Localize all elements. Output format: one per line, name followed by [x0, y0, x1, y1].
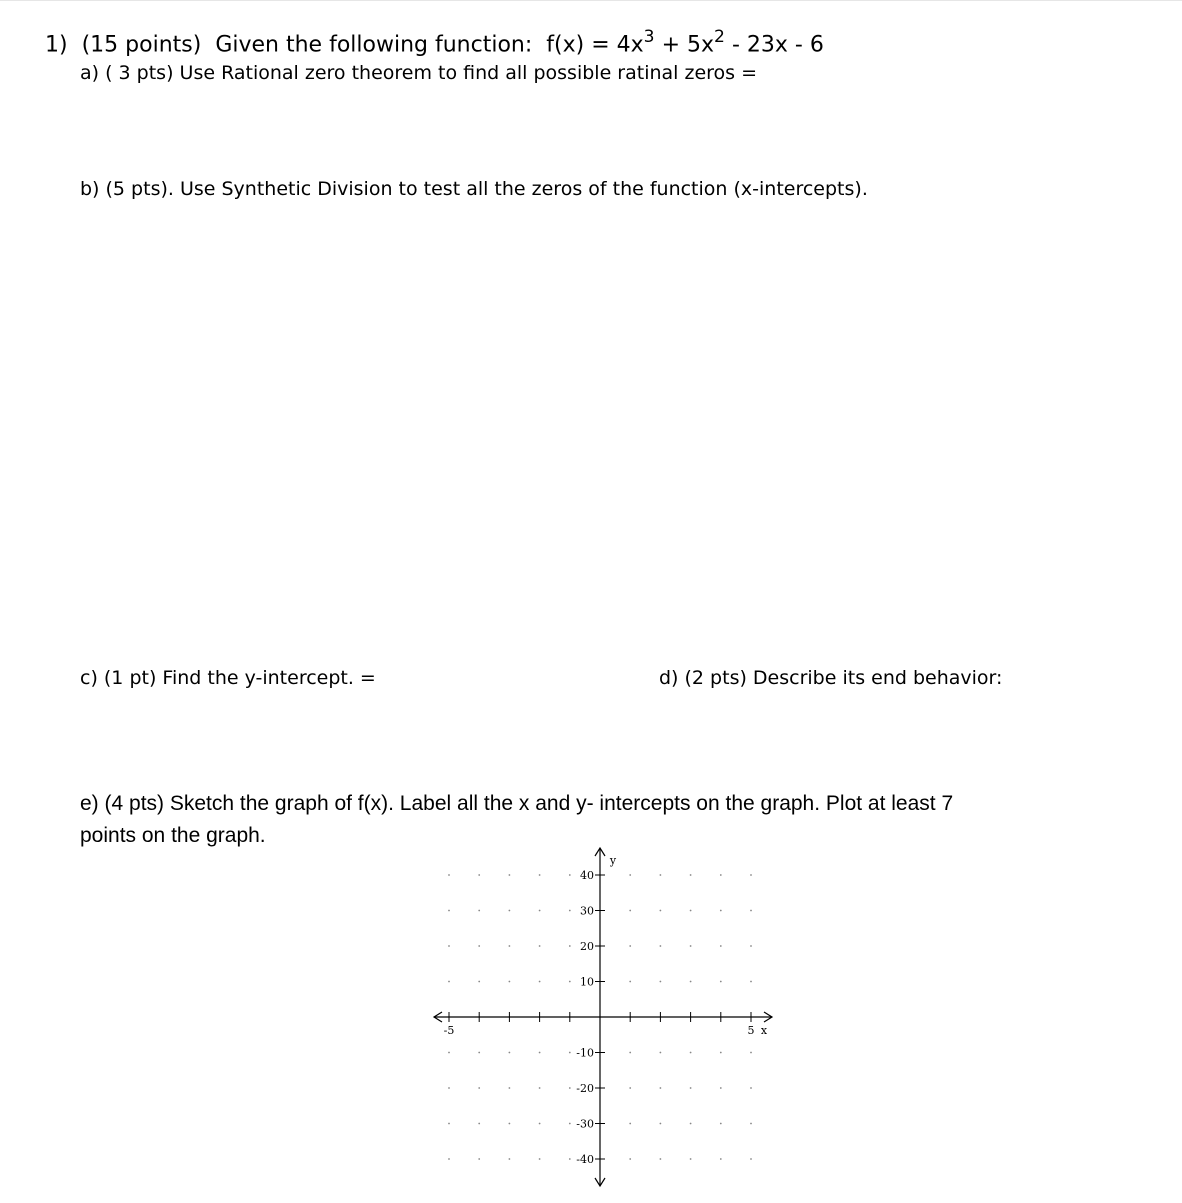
y-axis-label: y — [609, 854, 617, 867]
question-number: 1) — [45, 32, 68, 58]
y-tick-label: 40 — [580, 869, 594, 882]
grid-dot — [720, 1052, 722, 1054]
grid-dot — [539, 1158, 541, 1160]
grid-dot — [478, 874, 480, 876]
grid-dot — [660, 1158, 662, 1160]
grid-dot — [690, 1052, 692, 1054]
part-e-line2: points on the graph. — [80, 824, 266, 847]
grid-dot — [629, 945, 631, 947]
function-term1: 4x — [616, 32, 644, 58]
grid-dot — [539, 1087, 541, 1089]
grid-dot — [660, 945, 662, 947]
grid-dot — [509, 945, 511, 947]
grid-dot — [478, 945, 480, 947]
grid-dot — [569, 945, 571, 947]
grid-dot — [539, 910, 541, 912]
grid-dot — [629, 1087, 631, 1089]
grid-dot — [660, 981, 662, 983]
x-tick-label: 5 — [747, 1024, 755, 1037]
grid-dot — [448, 1158, 450, 1160]
grid-dot — [569, 1158, 571, 1160]
grid-dot — [478, 1158, 480, 1160]
grid-dot — [448, 1123, 450, 1125]
part-b-prompt: b) (5 pts). Use Synthetic Division to test all the zeros of the function (x-intercepts). — [80, 178, 868, 200]
y-tick-label: -20 — [576, 1082, 594, 1095]
grid-dot — [539, 981, 541, 983]
grid-dot — [720, 874, 722, 876]
grid-dot — [750, 874, 752, 876]
grid-dot — [690, 981, 692, 983]
function-lhs: f(x) = — [546, 32, 610, 58]
grid-dot — [539, 874, 541, 876]
y-tick-label: -30 — [576, 1117, 594, 1131]
grid-dot — [690, 945, 692, 947]
grid-dot — [448, 910, 450, 912]
grid-dot — [509, 1123, 511, 1125]
part-d-prompt: d) (2 pts) Describe its end behavior: — [659, 667, 1003, 689]
grid-dot — [509, 1087, 511, 1089]
x-axis-label: x — [760, 1024, 768, 1037]
question-header — [45, 28, 824, 57]
question-points: (15 points) — [81, 32, 202, 58]
grid-dot — [448, 945, 450, 947]
grid-dot — [690, 874, 692, 876]
grid-dot — [569, 1052, 571, 1054]
grid-dot — [478, 1087, 480, 1089]
y-tick-label: 20 — [580, 940, 594, 953]
grid-dot — [509, 1158, 511, 1160]
grid-dot — [569, 1087, 571, 1089]
top-border — [0, 0, 1182, 1]
grid-dot — [720, 1087, 722, 1089]
part-e-line1: e) (4 pts) Sketch the graph of f(x). Label all the x and y- intercepts on the graph. Plot at least 7 — [80, 792, 954, 815]
grid-dot — [629, 981, 631, 983]
grid-dot — [448, 981, 450, 983]
grid-dot — [720, 981, 722, 983]
y-tick-label: -40 — [576, 1153, 594, 1166]
grid-dot — [569, 910, 571, 912]
function-exp1: 3 — [643, 27, 655, 48]
grid-dot — [690, 1158, 692, 1160]
grid-dot — [690, 1087, 692, 1089]
grid-dot — [660, 910, 662, 912]
grid-dot — [629, 1123, 631, 1125]
y-tick-label: -10 — [576, 1046, 594, 1060]
grid-dot — [448, 1052, 450, 1054]
grid-dot — [750, 1087, 752, 1089]
grid-dot — [750, 910, 752, 912]
grid-dot — [478, 1123, 480, 1125]
grid-dot — [448, 1087, 450, 1089]
function-rest: - 23x - 6 — [731, 32, 824, 58]
grid-dot — [750, 1123, 752, 1125]
grid-dot — [539, 945, 541, 947]
part-c-prompt: c) (1 pt) Find the y-intercept. = — [80, 667, 376, 689]
grid-dot — [539, 1123, 541, 1125]
grid-dot — [448, 874, 450, 876]
grid-dot — [509, 981, 511, 983]
grid-dot — [660, 1123, 662, 1125]
grid-dot — [720, 945, 722, 947]
grid-dot — [569, 1123, 571, 1125]
grid-dot — [629, 1158, 631, 1160]
grid-dot — [750, 1158, 752, 1160]
grid-dot — [629, 1052, 631, 1054]
grid-dot — [720, 910, 722, 912]
coordinate-grid[interactable] — [428, 842, 788, 1194]
function-term2: 5x — [687, 32, 715, 58]
grid-dot — [720, 1158, 722, 1160]
grid-dot — [690, 1123, 692, 1125]
grid-dot — [569, 981, 571, 983]
grid-dot — [720, 1123, 722, 1125]
grid-dot — [750, 945, 752, 947]
grid-dot — [629, 874, 631, 876]
grid-dot — [509, 910, 511, 912]
question-intro: Given the following function: — [215, 32, 533, 58]
grid-dot — [660, 874, 662, 876]
x-tick-label: -5 — [443, 1024, 455, 1037]
y-tick-label: 10 — [580, 975, 594, 989]
y-tick-label: 30 — [580, 904, 594, 918]
grid-dot — [478, 910, 480, 912]
grid-dot — [750, 1052, 752, 1054]
grid-dot — [569, 874, 571, 876]
grid-dot — [509, 874, 511, 876]
grid-dot — [660, 1052, 662, 1054]
grid-dot — [750, 981, 752, 983]
grid-dot — [660, 1087, 662, 1089]
function-exp2: 2 — [714, 27, 725, 48]
grid-dot — [478, 1052, 480, 1054]
part-a-prompt: a) ( 3 pts) Use Rational zero theorem to find all possible ratinal zeros = — [80, 62, 758, 84]
grid-dot — [539, 1052, 541, 1054]
grid-dot — [509, 1052, 511, 1054]
grid-dot — [478, 981, 480, 983]
grid-dot — [690, 910, 692, 912]
grid-dot — [629, 910, 631, 912]
function-op1: + — [661, 32, 681, 58]
